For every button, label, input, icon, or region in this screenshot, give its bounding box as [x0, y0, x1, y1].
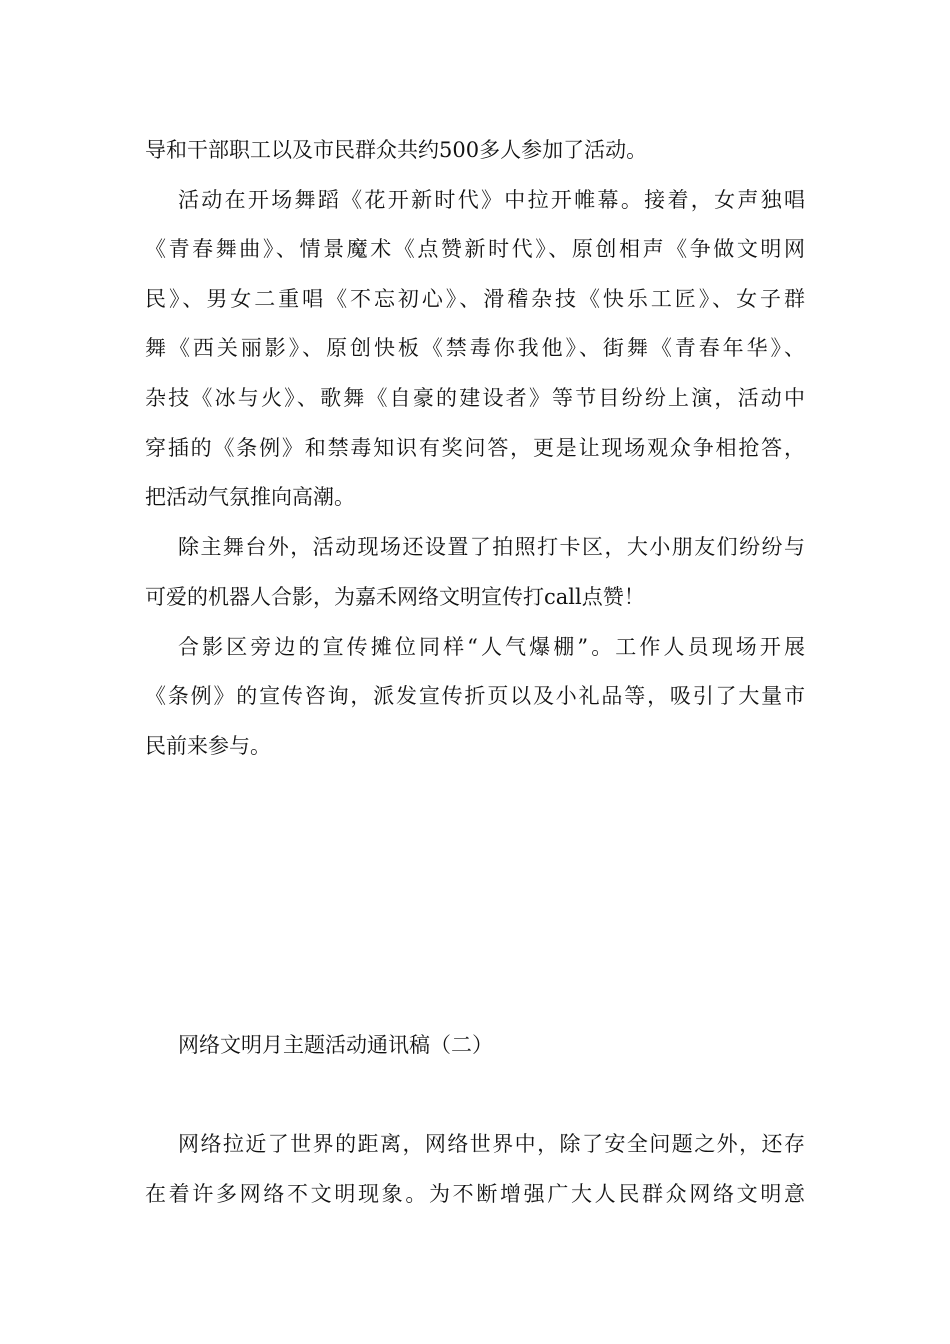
paragraph-5-line-1: 网络拉近了世界的距离，网络世界中，除了安全问题之外，还存 — [178, 1132, 805, 1156]
paragraph-2-line-3: 民》、男女二重唱《不忘初心》、滑稽杂技《快乐工匠》、女子群 — [145, 287, 805, 311]
paragraph-1-line-1: 导和干部职工以及市民群众共约500多人参加了活动。 — [145, 138, 648, 162]
paragraph-2-line-4: 舞《西关丽影》、原创快板《禁毒你我他》、街舞《青春年华》、 — [145, 336, 805, 360]
paragraph-2-line-5: 杂技《冰与火》、歌舞《自豪的建设者》等节目纷纷上演，活动中 — [145, 386, 805, 410]
paragraph-4-line-1: 合影区旁边的宣传摊位同样“人气爆棚”。工作人员现场开展 — [178, 635, 805, 659]
paragraph-2-line-7: 把活动气氛推向高潮。 — [145, 485, 355, 509]
paragraph-3-line-1: 除主舞台外，活动现场还设置了拍照打卡区，大小朋友们纷纷与 — [178, 535, 805, 559]
paragraph-4-line-3: 民前来参与。 — [145, 734, 271, 758]
paragraph-2-line-1: 活动在开场舞蹈《花开新时代》中拉开帷幕。接着，女声独唱 — [178, 188, 805, 212]
paragraph-2-line-2: 《青春舞曲》、情景魔术《点赞新时代》、原创相声《争做文明网 — [145, 237, 805, 261]
paragraph-5-line-2: 在着许多网络不文明现象。为不断增强广大人民群众网络文明意 — [145, 1182, 805, 1206]
paragraph-4-line-2: 《条例》的宣传咨询，派发宣传折页以及小礼品等，吸引了大量市 — [145, 684, 805, 708]
paragraph-2-line-6: 穿插的《条例》和禁毒知识有奖问答，更是让现场观众争相抢答， — [145, 436, 805, 460]
section-title: 网络文明月主题活动通讯稿（二） — [178, 1033, 493, 1057]
paragraph-3-line-2: 可爱的机器人合影，为嘉禾网络文明宣传打call点赞！ — [145, 585, 645, 609]
